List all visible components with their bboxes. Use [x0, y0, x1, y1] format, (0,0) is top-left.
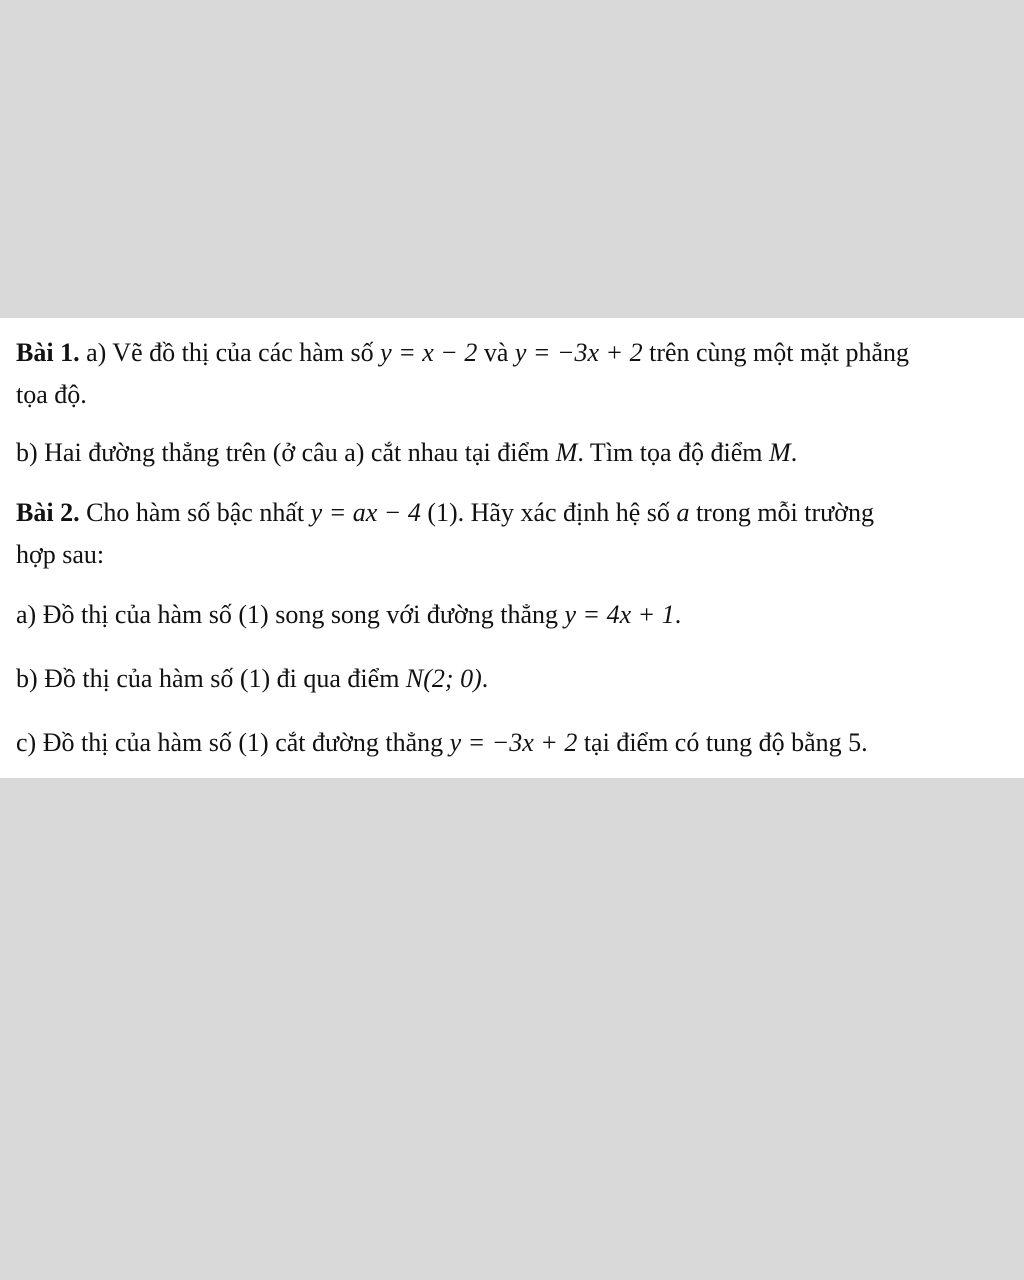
bai1-func2: y = −3x + 2: [514, 338, 643, 367]
bai2-intro-line2: hợp sau:: [16, 540, 105, 569]
bai2-part-b: [16, 664, 488, 694]
bai2-part-a: [16, 600, 681, 630]
bai2-c-end: .: [861, 728, 868, 757]
bai2-c-value: 5: [848, 728, 862, 757]
bai1-part-a-prefix: a) Vẽ đồ thị của các hàm số: [86, 338, 374, 367]
bai2-intro-middle: (1). Hãy xác định hệ số: [427, 498, 670, 527]
bai1-point-m2: M: [769, 438, 791, 467]
bai2-heading: Bài 2.: [16, 498, 80, 527]
bai2-a-func: y = 4x + 1: [564, 600, 675, 629]
bai1-point-m: M: [555, 438, 578, 467]
document-page: [0, 318, 1024, 778]
bai1-func1: y = x − 2: [380, 338, 478, 367]
bai1-line2: [16, 380, 87, 410]
bai1-part-b-prefix: b) Hai đường thẳng trên (ở câu a) cắt nhau tại điểm: [16, 438, 550, 467]
bai1-connector: và: [483, 338, 509, 367]
bai2-b-point: N(2; 0): [405, 664, 482, 693]
bai1-part-b: [16, 438, 797, 468]
bai2-c-prefix: c) Đồ thị của hàm số (1) cắt đường thẳng: [16, 728, 444, 757]
bai1-part-b-middle: . Tìm tọa độ điểm: [577, 438, 763, 467]
bai2-a-prefix: a) Đồ thị của hàm số (1) song song với đường thẳng: [16, 600, 559, 629]
bai2-line2: [16, 540, 104, 570]
bai1-part-a-suffix: trên cùng một mặt phẳng: [649, 338, 910, 367]
bai2-c-middle: tại điểm có tung độ bằng: [583, 728, 842, 757]
bai2-b-end: .: [481, 664, 489, 693]
bai2-coef: a: [676, 498, 690, 527]
bai1-heading: Bài 1.: [16, 338, 80, 367]
bai2-c-func: y = −3x + 2: [449, 728, 578, 757]
bai2-intro-suffix: trong mỗi trường: [695, 498, 874, 527]
bai2-line1: [16, 498, 874, 528]
bai1-part-b-end: .: [790, 438, 798, 467]
bai2-b-prefix: b) Đồ thị của hàm số (1) đi qua điểm: [16, 664, 400, 693]
bai2-func: y = ax − 4: [310, 498, 421, 527]
bai1-line1: [16, 338, 909, 368]
bai1-part-a-line2: tọa độ.: [16, 380, 87, 409]
bai2-part-c: [16, 728, 868, 758]
bai2-intro-prefix: Cho hàm số bậc nhất: [86, 498, 305, 527]
bai2-a-end: .: [674, 600, 682, 629]
